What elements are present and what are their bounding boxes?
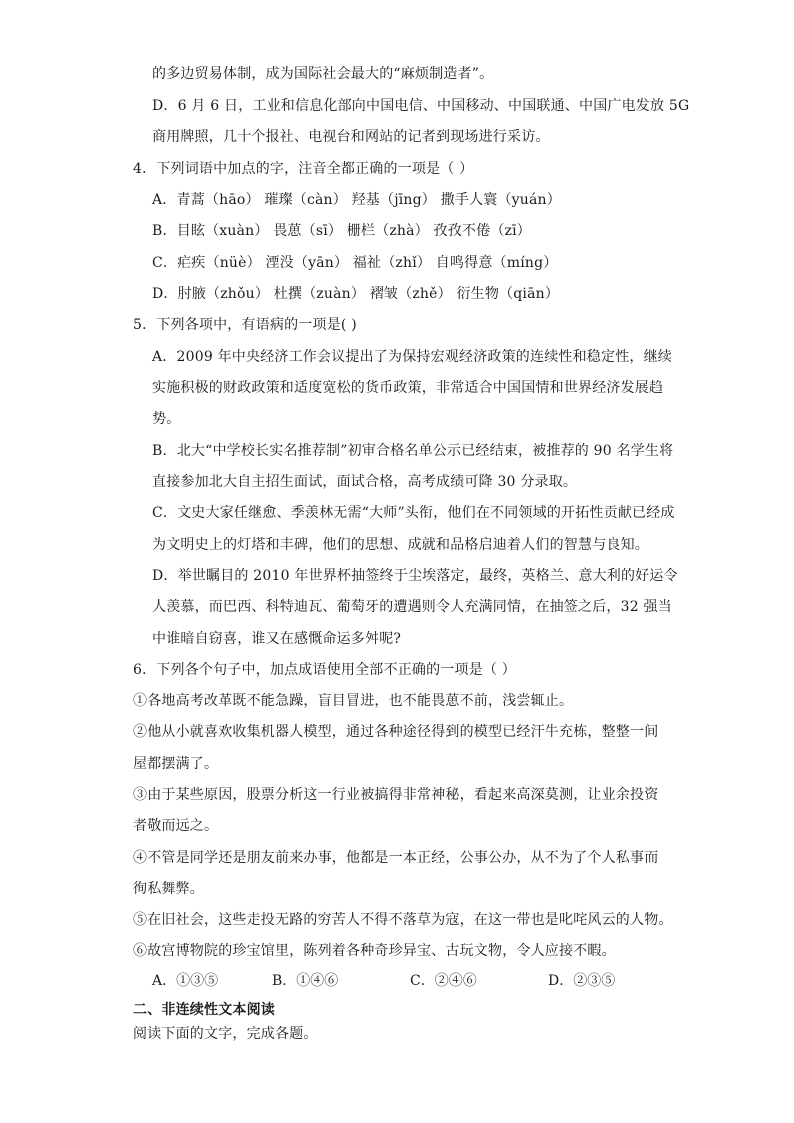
q4-option-b: B．目眩（xuàn） 畏葸（sī） 栅栏（zhà） 孜孜不倦（zī）: [152, 223, 531, 239]
q5-option-a-line-2: 实施积极的财政政策和适度宽松的货币政策，非常适合中国国情和世界经济发展趋: [152, 380, 664, 396]
q4-option-a: A．青蒿（hāo） 璀璨（càn） 羟基（jīng） 撒手人寰（yuán）: [152, 192, 561, 208]
section-2-heading: 二、非连续性文本阅读: [133, 1002, 275, 1018]
q6-sentence-1: ①各地高考改革既不能急躁，盲目冒进，也不能畏葸不前，浅尝辄止。: [133, 693, 574, 709]
q5-option-a-line-3: 势。: [152, 411, 181, 427]
q3-option-d-line-2: 商用牌照，几十个报社、电视台和网站的记者到现场进行采访。: [152, 129, 550, 145]
q6-sentence-4-line-1: ④不管是同学还是朋友前来办事，他都是一本正经，公事公办，从不为了个人私事而: [133, 850, 659, 866]
q6-sentence-3-line-2: 者敬而远之。: [133, 818, 219, 834]
q5-option-b-line-1: B．北大“中学校长实名推荐制”初审合格名单公示已经结束，被推荐的 90 名学生将: [152, 443, 674, 459]
q6-sentence-5: ⑤在旧社会，这些走投无路的穷苦人不得不落草为寇，在这一带也是叱咤风云的人物。: [133, 912, 673, 928]
q5-option-c-line-1: C．文史大家任继愈、季羡林无需“大师”头衔，他们在不同领域的开拓性贡献已经成: [152, 505, 675, 521]
q6-option-d: D．②③⑤: [548, 973, 616, 989]
q5-option-c-line-2: 为文明史上的灯塔和丰碑，他们的思想、成就和品格启迪着人们的智慧与良知。: [152, 537, 649, 553]
q4-option-d: D．肘腋（zhǒu） 杜撰（zuàn） 褶皱（zhě） 衍生物（qiān）: [152, 286, 560, 302]
q5-option-d-line-1: D．举世瞩目的 2010 年世界杯抽签终于尘埃落定，最终，英格兰、意大利的好运令: [152, 568, 678, 584]
q6-option-b: B．①④⑥: [272, 973, 339, 989]
q5-stem: 5．下列各项中，有语病的一项是( ): [133, 317, 357, 333]
q4-stem: 4．下列词语中加点的字，注音全都正确的一项是（ ）: [133, 161, 474, 177]
q6-sentence-4-line-2: 徇私舞弊。: [133, 881, 204, 897]
section-2-intro: 阅读下面的文字，完成各题。: [133, 1026, 318, 1042]
q3-line-continuation: 的多边贸易体制，成为国际社会最大的“麻烦制造者”。: [152, 66, 494, 82]
q6-sentence-6: ⑥故宫博物院的珍宝馆里，陈列着各种奇珍异宝、古玩文物，令人应接不暇。: [133, 943, 616, 959]
q6-sentence-2-line-1: ②他从小就喜欢收集机器人模型，通过各种途径得到的模型已经汗牛充栋，整整一间: [133, 724, 659, 740]
q6-stem: 6．下列各个句子中，加点成语使用全部不正确的一项是（ ）: [133, 662, 516, 678]
q6-sentence-3-line-1: ③由于某些原因，股票分析这一行业被搞得非常神秘，看起来高深莫测，让业余投资: [133, 787, 659, 803]
q6-option-c: C．②④⑥: [410, 973, 477, 989]
q4-option-c: C．疟疾（nüè） 湮没（yān） 福祉（zhǐ） 自鸣得意（míng）: [152, 255, 558, 271]
q5-option-d-line-2: 人羡慕，而巴西、科特迪瓦、葡萄牙的遭遇则令人充满同情，在抽签之后，32 强当: [152, 599, 672, 615]
q6-sentence-2-line-2: 屋都摆满了。: [133, 756, 219, 772]
q3-option-d-line-1: D．6 月 6 日，工业和信息化部向中国电信、中国移动、中国联通、中国广电发放 5G: [152, 98, 690, 114]
q6-option-a: A．①③⑤: [152, 973, 219, 989]
q5-option-d-line-3: 中谁暗自窃喜，谁又在感慨命运多舛呢?: [152, 631, 402, 647]
q5-option-a-line-1: A．2009 年中央经济工作会议提出了为保持宏观经济政策的连续性和稳定性，继续: [152, 349, 672, 365]
q5-option-b-line-2: 直接参加北大自主招生面试，面试合格，高考成绩可降 30 分录取。: [152, 474, 578, 490]
